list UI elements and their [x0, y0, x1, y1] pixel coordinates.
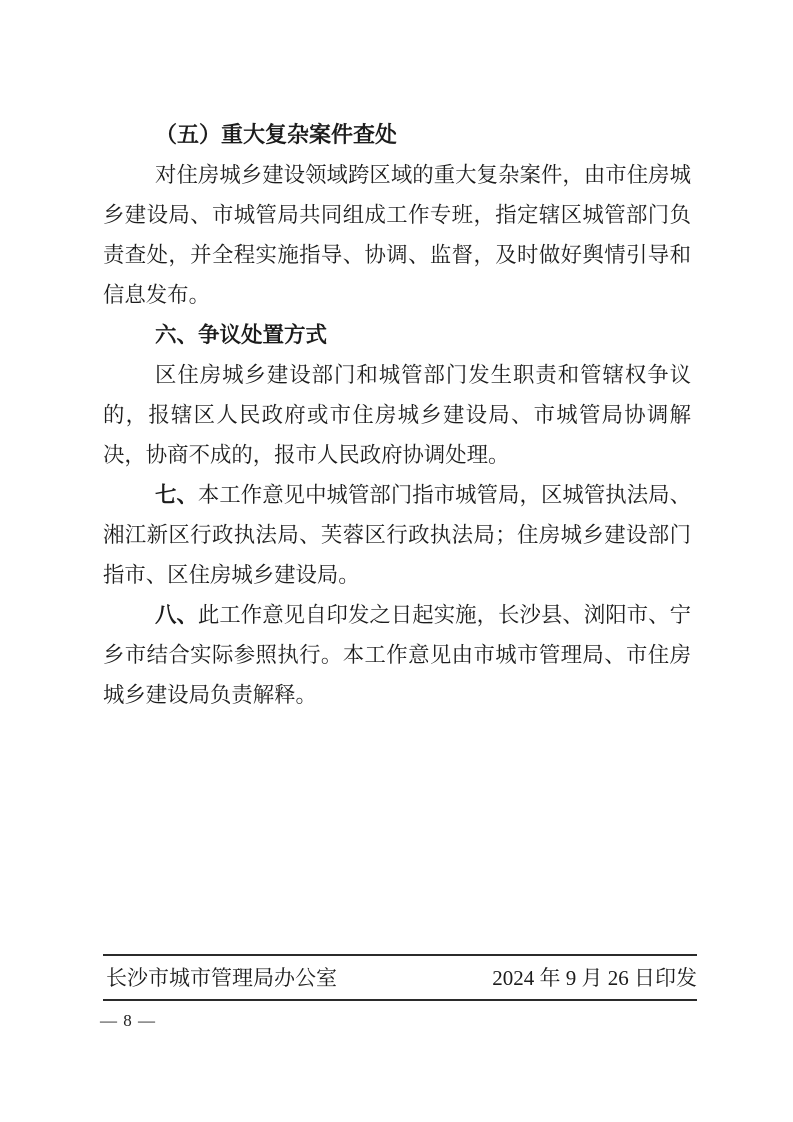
paragraph-7-lead: 七、 — [155, 483, 198, 507]
paragraph-8-text: 此工作意见自印发之日起实施，长沙县、浏阳市、宁乡市结合实际参照执行。本工作意见由市城市管理局、市住房城乡建设局负责解释。 — [103, 603, 691, 707]
paragraph-section-5: 对住房城乡建设领域跨区域的重大复杂案件，由市住房城乡建设局、市城管局共同组成工作专班，指定辖区城管部门负责查处，并全程实施指导、协调、监督，及时做好舆情引导和信息发布。 — [103, 163, 691, 307]
footer-row — [106, 957, 697, 999]
section-heading-6: 六、争议处置方式 — [155, 323, 328, 347]
paragraph-7-text: 本工作意见中城管部门指市城管局，区城管执法局、湘江新区行政执法局、芙蓉区行政执法局；住房城乡建设部门指市、区住房城乡建设局。 — [103, 483, 691, 587]
footer-rule-bottom — [103, 999, 697, 1001]
section-heading-5: （五）重大复杂案件查处 — [155, 122, 398, 147]
footer-rule-top — [103, 954, 697, 956]
paragraph-section-6: 区住房城乡建设部门和城管部门发生职责和管辖权争议的，报辖区人民政府或市住房城乡建设局、市城管局协调解决，协商不成的，报市人民政府协调处理。 — [103, 363, 691, 467]
paragraph-section-7 — [103, 475, 691, 595]
paragraph-8-lead: 八、 — [155, 603, 198, 627]
paragraph-section-8 — [103, 595, 691, 715]
footer-issuer: 长沙市城市管理局办公室 — [106, 966, 337, 990]
footer-print-date: 2024 年 9 月 26 日印发 — [492, 966, 697, 990]
document-body — [103, 115, 691, 715]
page-number: — 8 — — [100, 1011, 156, 1030]
